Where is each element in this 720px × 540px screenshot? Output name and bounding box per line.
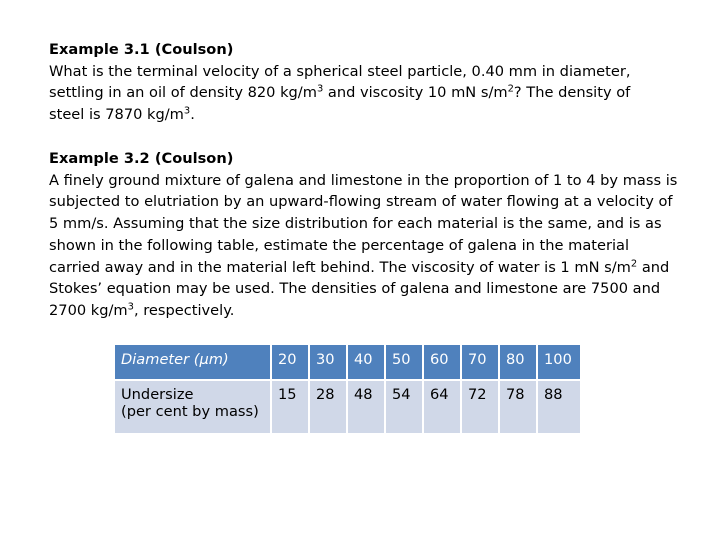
- example-3-1-line-3-a: steel is 7870 kg/m: [49, 106, 184, 124]
- example-3-2-line-7-sup: 3: [127, 301, 134, 313]
- diameter-cell: 70: [462, 345, 498, 379]
- example-3-2-line-7: [49, 300, 689, 322]
- undersize-cell: 72: [462, 381, 498, 433]
- example-3-2-line-6: Stokes’ equation may be used. The densities of galena and limestone are 7500 and: [49, 280, 661, 298]
- undersize-cell: 15: [272, 381, 308, 433]
- example-3-2-line-7-a: 2700 kg/m: [49, 301, 128, 319]
- undersize-cell: 48: [348, 381, 384, 433]
- example-3-2-line-4: shown in the following table, estimate the percentage of galena in the material: [49, 236, 630, 254]
- example-3-1-line-2-sup-1: 3: [316, 83, 324, 95]
- undersize-cell: 64: [424, 381, 460, 433]
- example-3-1-source: (Coulson): [154, 41, 234, 58]
- example-3-1-line-2-c: ? The density of: [513, 84, 631, 102]
- example-3-2-title: Example 3.2: [49, 150, 150, 167]
- diameter-cell: 50: [386, 345, 422, 379]
- diameter-cell: 60: [424, 345, 460, 379]
- example-3-1-line-3: [49, 104, 689, 126]
- undersize-label-line-2: (per cent by mass): [121, 403, 259, 420]
- example-3-2-line-1: A finely ground mixture of galena and limestone in the proportion of 1 to 4 by mass is: [49, 171, 678, 189]
- undersize-cell: 28: [310, 381, 346, 433]
- example-3-2-line-5-a: carried away and in the material left behind. The viscosity of water is 1 mN s/m: [49, 258, 631, 276]
- table-row: [115, 381, 580, 433]
- example-3-2-source: (Coulson): [154, 150, 234, 167]
- example-3-2-heading: [49, 148, 689, 170]
- example-3-2: [49, 148, 689, 322]
- example-3-1-title: Example 3.1: [49, 41, 150, 58]
- undersize-cell: 78: [500, 381, 536, 433]
- example-3-1-line-2-sup-2: 2: [507, 83, 514, 95]
- example-3-2-line-5: [49, 257, 689, 279]
- example-3-1-line-2-a: settling in an oil of density 820 kg/m: [49, 84, 317, 102]
- diameter-cell: 80: [500, 345, 536, 379]
- example-3-1-line-1: What is the terminal velocity of a spherical steel particle, 0.40 mm in diameter,: [49, 62, 631, 80]
- size-distribution-table: [113, 343, 582, 435]
- undersize-header-cell: [115, 381, 270, 433]
- example-3-2-line-2: subjected to elutriation by an upward-flowing stream of water flowing at a velocity of: [49, 193, 673, 211]
- undersize-label-line-1: Undersize: [121, 386, 194, 403]
- example-3-2-line-7-b: , respectively.: [133, 301, 235, 319]
- diameter-header-cell: Diameter (μm): [115, 345, 270, 379]
- example-3-1-line-3-b: .: [190, 106, 195, 124]
- diameter-cell: 100: [538, 345, 580, 379]
- diameter-cell: 20: [272, 345, 308, 379]
- example-3-2-line-5-b: and: [637, 258, 670, 276]
- diameter-cell: 40: [348, 345, 384, 379]
- undersize-cell: 54: [386, 381, 422, 433]
- example-3-1-heading: [49, 39, 689, 61]
- example-3-2-line-3: 5 mm/s. Assuming that the size distribution for each material is the same, and is as: [49, 215, 662, 233]
- example-3-1-line-3-sup: 3: [183, 105, 191, 117]
- example-3-1-line-2-b: and viscosity 10 mN s/m: [323, 84, 508, 102]
- example-3-1-line-2: [49, 82, 689, 104]
- example-3-1: [49, 39, 689, 126]
- undersize-cell: 88: [538, 381, 580, 433]
- table-header-row: [115, 345, 580, 379]
- diameter-cell: 30: [310, 345, 346, 379]
- example-3-2-line-5-sup: 2: [630, 258, 638, 270]
